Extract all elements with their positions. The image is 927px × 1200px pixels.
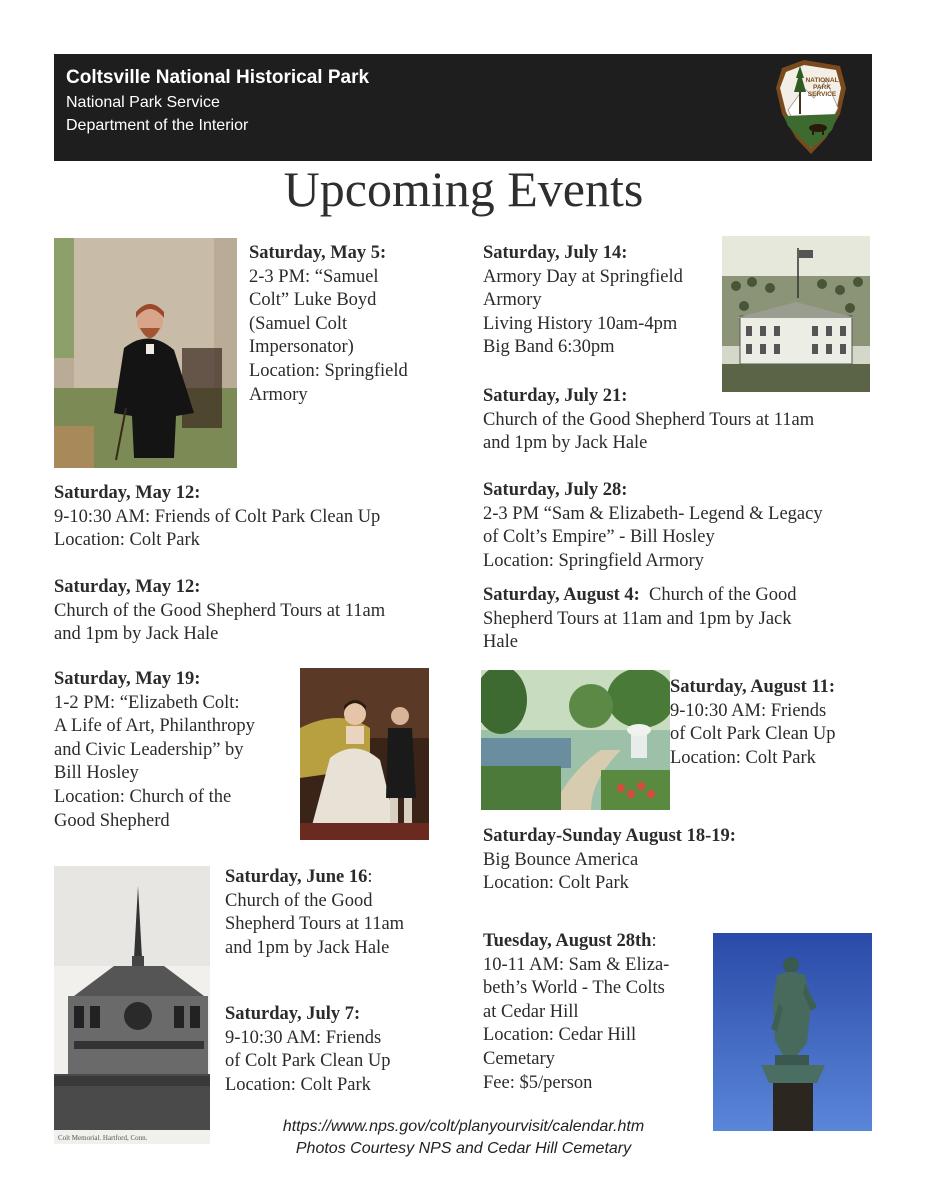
event-line: Location: Springfield	[249, 360, 408, 381]
event-date: Saturday-Sunday August 18-19:	[483, 826, 736, 846]
event-line: of Colt Park Clean Up	[670, 724, 836, 745]
event-line: of Colt Park Clean Up	[225, 1051, 391, 1072]
event-line: Fee: $5/person	[483, 1072, 593, 1093]
nps-arrowhead-logo	[774, 58, 848, 156]
event-may-12-tours	[54, 576, 385, 647]
event-august-28	[483, 930, 669, 1095]
photo-samuel-colt-impersonator	[54, 238, 237, 468]
event-july-28	[483, 479, 823, 573]
event-line: and 1pm by Jack Hale	[54, 624, 219, 645]
photo-credit: Photos Courtesy NPS and Cedar Hill Cemetary	[295, 1140, 632, 1157]
event-line: 2-3 PM: “Samuel	[249, 266, 379, 287]
event-august-18-19	[483, 825, 736, 896]
event-line: Hale	[483, 632, 518, 653]
event-july-7	[225, 1003, 390, 1097]
event-date-suffix: :	[651, 931, 657, 951]
event-august-4	[483, 584, 797, 655]
event-line: Shepherd Tours at 11am	[225, 914, 405, 935]
photo-colt-memorial-church	[54, 866, 210, 1144]
event-line: Church of the Good	[225, 890, 373, 911]
logo-text-line-3: SERVICE	[807, 91, 837, 98]
event-line: Armory	[249, 384, 308, 405]
logo-text-line-1: NATIONAL	[805, 77, 839, 84]
photo-elizabeth-colt-portrait	[300, 668, 429, 840]
event-date: Saturday, August 11:	[670, 677, 836, 697]
event-line: Bill Hosley	[54, 763, 139, 784]
event-line: Location: Colt Park	[225, 1074, 371, 1095]
event-line: Armory	[483, 290, 542, 311]
event-line: 9-10:30 AM: Friends	[670, 700, 827, 721]
logo-text-line-2: PARK	[813, 84, 831, 91]
event-date: Saturday, May 12:	[54, 483, 201, 503]
event-line: Big Bounce America	[483, 849, 639, 870]
event-line: 9-10:30 AM: Friends of Colt Park Clean Up	[54, 506, 381, 527]
event-line: A Life of Art, Philanthropy	[54, 716, 255, 737]
event-may-12-cleanup	[54, 482, 380, 553]
event-may-19	[54, 668, 255, 833]
event-date: Tuesday, August 28th	[483, 931, 652, 951]
event-line: and Civic Leadership” by	[54, 739, 244, 760]
event-line: Church of the Good	[639, 585, 797, 605]
event-line: Location: Colt Park	[483, 873, 629, 894]
event-line: of Colt’s Empire” - Bill Hosley	[483, 527, 715, 548]
event-line: Shepherd Tours at 11am and 1pm by Jack	[483, 608, 792, 629]
agency-name: National Park Service	[66, 94, 220, 111]
event-line: at Cedar Hill	[483, 1001, 579, 1022]
event-july-21	[483, 385, 814, 456]
event-line: Location: Colt Park	[670, 747, 816, 768]
event-line: Church of the Good Shepherd Tours at 11am	[54, 600, 386, 621]
header-banner	[54, 54, 872, 161]
page-title: Upcoming Events	[283, 161, 644, 217]
event-line: Colt” Luke Boyd	[249, 290, 377, 311]
event-line: beth’s World - The Colts	[483, 978, 665, 999]
event-line: 9-10:30 AM: Friends	[225, 1027, 382, 1048]
event-line: Armory Day at Springfield	[483, 266, 683, 287]
event-august-11	[670, 676, 835, 770]
event-line: 1-2 PM: “Elizabeth Colt:	[54, 692, 240, 713]
event-line: and 1pm by Jack Hale	[483, 433, 648, 454]
event-date: Saturday, August 4:	[483, 585, 640, 605]
department-name: Department of the Interior	[66, 117, 249, 134]
photo-springfield-armory	[722, 236, 870, 392]
event-line: Cemetary	[483, 1048, 555, 1069]
calendar-url[interactable]: https://www.nps.gov/colt/planyourvisit/calendar.htm	[282, 1118, 645, 1135]
event-line: Location: Church of the	[54, 786, 232, 807]
event-date: Saturday, May 12:	[54, 577, 201, 597]
event-date: Saturday, July 14:	[483, 243, 628, 263]
event-line: Impersonator)	[249, 337, 354, 358]
event-line: Church of the Good Shepherd Tours at 11am	[483, 409, 815, 430]
event-date: Saturday, July 21:	[483, 386, 628, 406]
photo-colt-park-postcard	[481, 670, 670, 810]
event-line: Good Shepherd	[54, 810, 170, 831]
event-line: Big Band 6:30pm	[483, 337, 615, 358]
event-line: 2-3 PM “Sam & Elizabeth- Legend & Legacy	[483, 503, 823, 524]
photo-caption: Colt Memorial. Hartford, Conn.	[58, 1134, 148, 1142]
event-may-5	[249, 242, 408, 407]
event-line: Living History 10am-4pm	[483, 313, 678, 334]
event-june-16	[225, 866, 404, 960]
event-date: Saturday, July 28:	[483, 480, 628, 500]
event-date: Saturday, July 7:	[225, 1004, 361, 1024]
event-date: Saturday, May 19:	[54, 669, 201, 689]
event-line: and 1pm by Jack Hale	[225, 937, 390, 958]
event-line: 10-11 AM: Sam & Eliza-	[483, 954, 670, 975]
photo-cedar-hill-statue	[713, 933, 872, 1131]
event-line: Location: Cedar Hill	[483, 1025, 637, 1046]
event-july-14	[483, 242, 683, 360]
event-line: Location: Colt Park	[54, 530, 200, 551]
event-line: Location: Springfield Armory	[483, 550, 704, 571]
event-line: (Samuel Colt	[249, 313, 348, 334]
park-name: Coltsville National Historical Park	[66, 67, 370, 88]
event-date: Saturday, June 16	[225, 867, 368, 887]
event-date: Saturday, May 5:	[249, 243, 387, 263]
event-date-suffix: :	[367, 867, 373, 887]
